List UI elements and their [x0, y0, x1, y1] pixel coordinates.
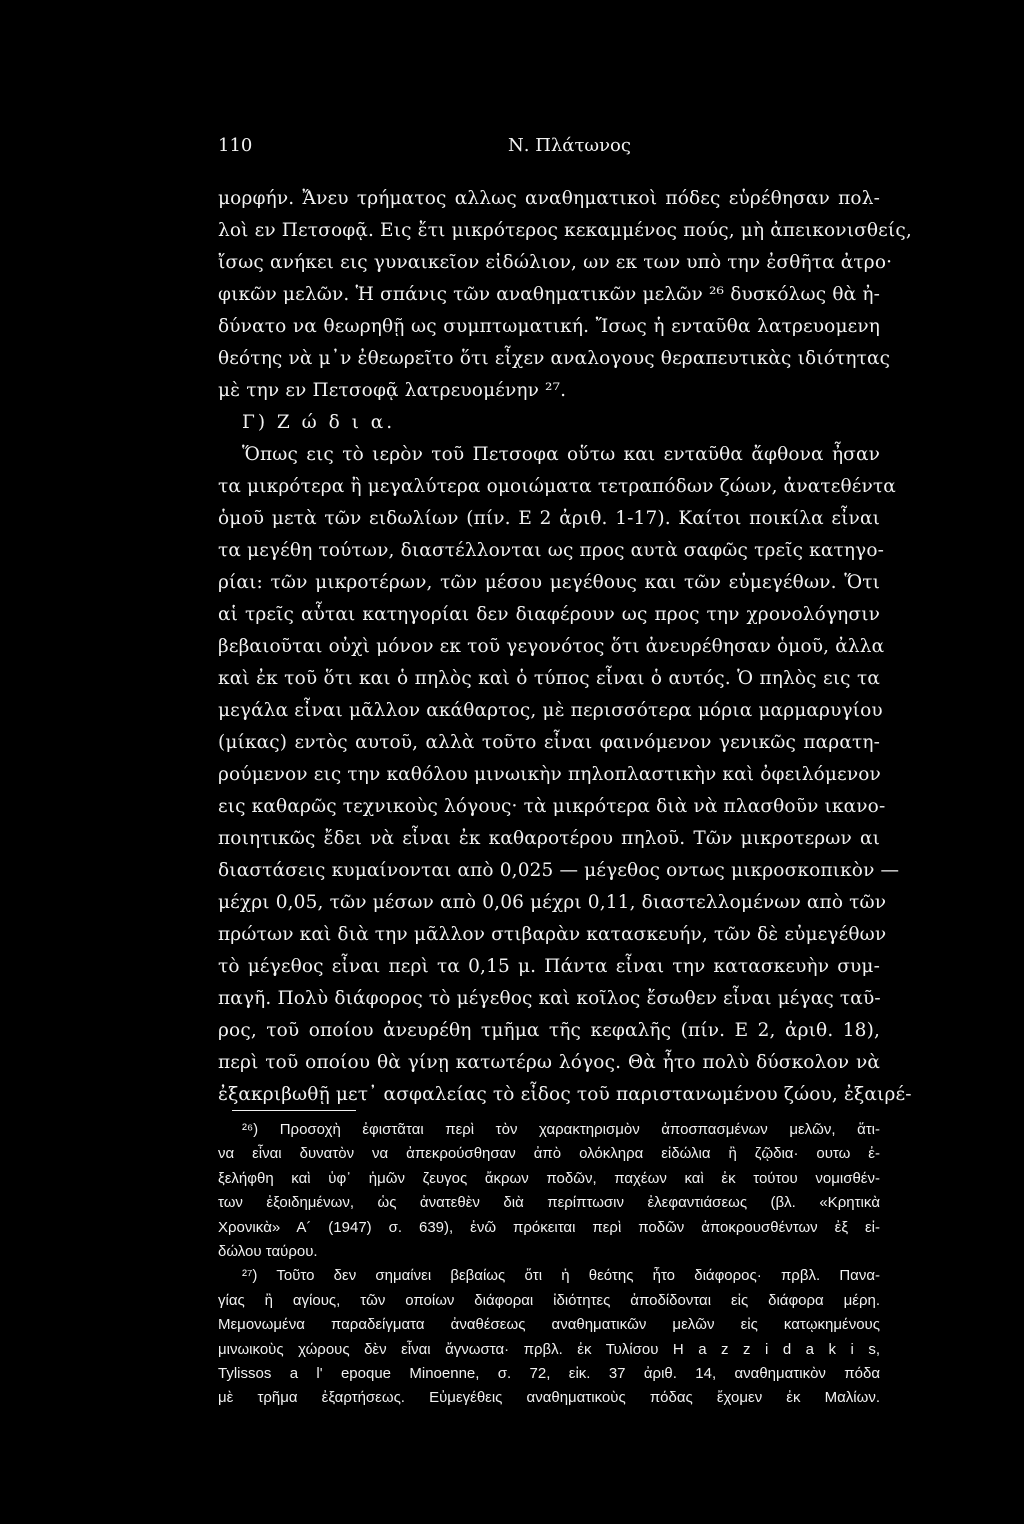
body-line: (μίκας) εντὸς αυτοῦ, αλλὰ τοῦτο εἶναι φαινόμενον γενικῶς παρατη-: [218, 732, 880, 753]
body-line: τα μεγέθη τούτων, διαστέλλονται ως προς αυτὰ σαφῶς τρεῖς κατηγο-: [218, 540, 885, 561]
body-line: λοὶ εν Πετσοφᾷ. Εις ἔτι μικρότερος κεκαμμένος πούς, μὴ ἀπεικονισθείς,: [218, 220, 912, 241]
body-line: τα μικρότερα ἢ μεγαλύτερα ομοιώματα τετραπόδων ζώων, ἀνατεθέντα: [218, 476, 896, 497]
body-line: καὶ ἐκ τοῦ ὅτι και ὁ πηλὸς καὶ ὁ τύπος εἶναι ὁ αυτός. Ὁ πηλὸς εις τα: [218, 668, 880, 689]
body-line: αἱ τρεῖς αὗται κατηγορίαι δεν διαφέρουν ως προς την χρονολόγησιν: [218, 604, 880, 625]
footnote-line: γίας ἢ αγίους, τῶν οποίων διάφοραι ἰδιότητες ἀποδίδονται εἰς διάφορα μέρη.: [218, 1291, 880, 1309]
body-line: μὲ την εν Πετσοφᾷ λατρευομένην ²⁷.: [218, 380, 567, 401]
body-line: ἴσως ανήκει εις γυναικεῖον εἰδώλιον, ων εκ των υπὸ την ἐσθῆτα ἀτρο·: [218, 252, 893, 273]
footnote-line: ²⁶) Προσοχὴ ἐφιστᾶται περὶ τὸν χαρακτηρισμὸν ἀποσπασμένων μελῶν, ἅτι-: [242, 1121, 880, 1138]
body-line: τὸ μέγεθος εἶναι περὶ τα 0,15 μ. Πάντα εἶναι την κατασκευὴν συμ-: [218, 956, 880, 977]
body-line: δύνατο να θεωρηθῇ ως συμπτωματική. Ἴσως ἡ ενταῦθα λατρευομενη: [218, 316, 880, 337]
footnote-line: να εἶναι δυνατὸν να ἀπεκρούσθησαν ἀπὸ ολόκληρα εἰδώλια ἢ ζῷδια· ουτω ἐ-: [218, 1145, 880, 1163]
body-line: βεβαιοῦται οὐχὶ μόνον εκ τοῦ γεγονότος ὅτι ἀνευρέθησαν ὁμοῦ, ἀλλα: [218, 636, 885, 657]
body-line: πρώτων καὶ διὰ την μᾶλλον στιβαρὰν κατασκευήν, τῶν δὲ εὐμεγέθων: [218, 924, 887, 945]
body-line: περὶ τοῦ οποίου θὰ γίνῃ κατωτέρω λόγος. Θὰ ἦτο πολὺ δύσκολον νὰ: [218, 1052, 880, 1073]
body-line: μεγάλα εἶναι μᾶλλον ακάθαρτος, μὲ περισσότερα μόρια μαρμαρυγίου: [218, 700, 883, 721]
footnote-line: ξελήφθη καὶ ὑφ᾽ ἡμῶν ζευγος ἄκρων ποδῶν, παχέων καὶ ἐκ τούτου νομισθέν-: [218, 1169, 880, 1187]
body-line: ἐξακριβωθῇ μετ᾽ ασφαλείας τὸ εἶδος τοῦ παριστανωμένου ζώου, ἐξαιρέ-: [218, 1084, 912, 1105]
footnote-line: Χρονικὰ» Α´ (1947) σ. 639), ἐνῶ πρόκειται περὶ ποδῶν ἀποκρουσθέντων ἐξ εἰ-: [218, 1218, 880, 1236]
body-line: μορφήν. Ἄνευ τρήματος αλλως αναθηματικοὶ πόδες εὑρέθησαν πολ-: [218, 188, 880, 209]
body-line: Ὅπως εις τὸ ιερὸν τοῦ Πετσοφα οὕτω και ενταῦθα ἄφθονα ἦσαν: [242, 444, 880, 465]
running-head: Ν. Πλάτωνος: [508, 135, 631, 156]
body-line: μέχρι 0,05, τῶν μέσων απὸ 0,06 μέχρι 0,11, διαστελλομένων απὸ τῶν: [218, 892, 887, 913]
section-heading: Γ) Ζ ώ δ ι α.: [242, 412, 396, 433]
body-line: εις καθαρῶς τεχνικοὺς λόγους· τὰ μικρότερα διὰ νὰ πλασθοῦν ικανο-: [218, 796, 886, 817]
footnotes: [218, 1118, 880, 1411]
body-line: παγῆ. Πολὺ διάφορος τὸ μέγεθος καὶ κοῖλος ἔσωθεν εἶναι μέγας ταῦ-: [218, 988, 881, 1009]
footnote-line: δώλου ταύρου.: [218, 1242, 318, 1260]
footnote-line: των ἐξοιδημένων, ὡς ἀνατεθὲν διὰ περίπτωσιν ἐλεφαντιάσεως (βλ. «Κρητικὰ: [218, 1194, 880, 1212]
footnote-line: Tylissos a l' epoque Minoenne, σ. 72, εἰκ. 37 ἀριθ. 14, αναθηματικὸν πόδα: [218, 1364, 880, 1382]
body-line: ὁμοῦ μετὰ τῶν ειδωλίων (πίν. Ε 2 ἀριθ. 1-17). Καίτοι ποικίλα εἶναι: [218, 508, 880, 529]
body-line: φικῶν μελῶν. Ἡ σπάνις τῶν αναθηματικῶν μελῶν ²⁶ δυσκόλως θὰ ἠ-: [218, 284, 880, 305]
footnote-line: Μεμονωμένα παραδείγματα ἀναθέσεως αναθηματικῶν μελῶν εἰς κατῳκημένους: [218, 1316, 880, 1334]
page-header: [218, 131, 818, 161]
body-line: ρος, τοῦ οποίου ἀνευρέθη τμῆμα τῆς κεφαλῆς (πίν. Ε 2, ἀριθ. 18),: [218, 1020, 880, 1041]
body-line: ρούμενον εις την καθόλου μινωικὴν πηλοπλαστικὴν καὶ ὀφειλόμενον: [218, 764, 881, 785]
footnote-rule: [232, 1110, 356, 1111]
footnote-line: μὲ τρῆμα ἐξαρτήσεως. Εὐμεγέθεις αναθηματικοὺς πόδας ἔχομεν ἐκ Μαλίων.: [218, 1389, 880, 1407]
footnote-line: μινωικοὺς χώρους δὲν εἶναι ἄγνωστα· πρβλ. ἐκ Τυλίσου H a z z i d a k i s,: [218, 1340, 880, 1358]
body-line: ποιητικῶς ἔδει νὰ εἶναι ἐκ καθαροτέρου πηλοῦ. Τῶν μικροτερων αι: [218, 828, 880, 849]
body-text: [218, 183, 912, 1111]
body-line: θεότης νὰ μ᾽ν ἐθεωρεῖτο ὅτι εἶχεν αναλογους θεραπευτικὰς ιδιότητας: [218, 348, 891, 369]
body-line: διαστάσεις κυμαίνονται απὸ 0,025 — μέγεθος οντως μικροσκοπικὸν —: [218, 860, 900, 881]
page-number: 110: [218, 135, 253, 156]
body-line: ρίαι: τῶν μικροτέρων, τῶν μέσου μεγέθους και τῶν εὐμεγέθων. Ὅτι: [218, 572, 880, 593]
footnote-line: ²⁷) Τοῦτο δεν σημαίνει βεβαίως ὅτι ἡ θεότης ἦτο διάφορος· πρβλ. Πανα-: [242, 1267, 880, 1285]
